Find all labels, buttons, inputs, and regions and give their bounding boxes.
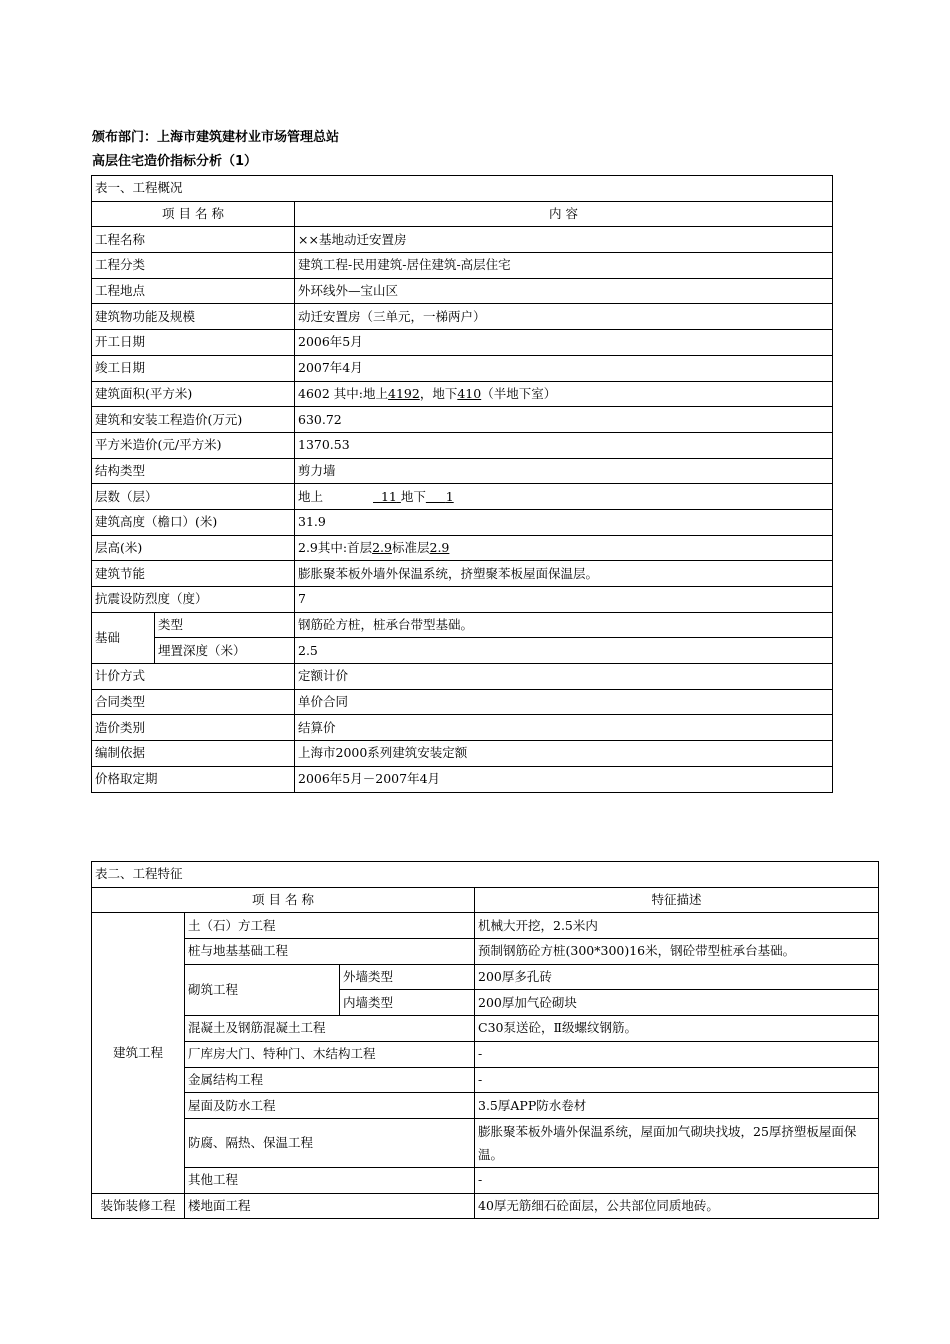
column-header-content: 内 容 xyxy=(295,201,833,227)
area-post: （半地下室） xyxy=(481,385,557,401)
table-row xyxy=(92,587,833,613)
project-features-table xyxy=(91,861,879,1219)
row-label: 建筑面积(平方米) xyxy=(92,381,295,407)
row-value: 结算价 xyxy=(295,715,833,741)
table-row xyxy=(92,330,833,356)
table-row xyxy=(92,1041,879,1067)
row-label: 编制依据 xyxy=(92,741,295,767)
row-value: 2006年5月 xyxy=(295,330,833,356)
row-label: 层高(米) xyxy=(92,535,295,561)
row-label: 抗震设防烈度（度） xyxy=(92,587,295,613)
table-row xyxy=(92,766,833,792)
row-value: 2007年4月 xyxy=(295,355,833,381)
table-row xyxy=(92,561,833,587)
table-row xyxy=(92,509,833,535)
row-value: 外环线外—宝山区 xyxy=(295,278,833,304)
project-overview-table xyxy=(91,175,833,793)
column-header-description: 特征描述 xyxy=(475,887,879,913)
row-label: 计价方式 xyxy=(92,664,295,690)
inner-wall-value: 200厚加气砼砌块 xyxy=(475,990,879,1016)
row-label: 金属结构工程 xyxy=(185,1067,475,1093)
table-row xyxy=(92,1067,879,1093)
group-label-decoration-works: 装饰装修工程 xyxy=(92,1193,185,1219)
publisher-line: 颁布部门：上海市建筑建材业市场管理总站 xyxy=(92,130,340,145)
row-label: 造价类别 xyxy=(92,715,295,741)
row-label: 厂库房大门、特种门、木结构工程 xyxy=(185,1041,475,1067)
row-label: 防腐、隔热、保温工程 xyxy=(185,1118,475,1167)
table-row xyxy=(92,1016,879,1042)
table-header-row xyxy=(92,887,879,913)
row-value: ××基地动迁安置房 xyxy=(295,227,833,253)
row-value: 动迁安置房（三单元，一梯两户） xyxy=(295,304,833,330)
table-header-row xyxy=(92,201,833,227)
table-row xyxy=(92,939,879,965)
row-value: 40厚无筋细石砼面层，公共部位同质地砖。 xyxy=(475,1193,879,1219)
table-row xyxy=(92,535,833,561)
table-row xyxy=(92,1193,879,1219)
table-row xyxy=(92,304,833,330)
row-label: 屋面及防水工程 xyxy=(185,1093,475,1119)
table-caption: 表二、工程特征 xyxy=(92,862,879,888)
row-value: 单价合同 xyxy=(295,689,833,715)
row-value: 定额计价 xyxy=(295,664,833,690)
row-label: 土（石）方工程 xyxy=(185,913,475,939)
inner-wall-label: 内墙类型 xyxy=(340,990,475,1016)
table-row xyxy=(92,253,833,279)
row-label: 楼地面工程 xyxy=(185,1193,475,1219)
table-row xyxy=(92,1093,879,1119)
row-label: 工程分类 xyxy=(92,253,295,279)
outer-wall-value: 200厚多孔砖 xyxy=(475,964,879,990)
foundation-type-value: 钢筋砼方桩，桩承台带型基础。 xyxy=(295,612,833,638)
row-value: - xyxy=(475,1167,879,1193)
row-value: 3.5厚APP防水卷材 xyxy=(475,1093,879,1119)
row-value: 预制钢筋砼方桩(300*300)16米，钢砼带型桩承台基础。 xyxy=(475,939,879,965)
table-row xyxy=(92,913,879,939)
table-row xyxy=(92,227,833,253)
area-mid: ，地下 xyxy=(419,385,458,401)
document-title: 高层住宅造价指标分析（1） xyxy=(92,154,258,169)
table-row xyxy=(92,964,879,990)
table-caption-row xyxy=(92,862,879,888)
table-row xyxy=(92,407,833,433)
row-label: 开工日期 xyxy=(92,330,295,356)
table-caption-row xyxy=(92,176,833,202)
row-label: 价格取定期 xyxy=(92,766,295,792)
row-value: 上海市2000系列建筑安装定额 xyxy=(295,741,833,767)
row-value: 1370.53 xyxy=(295,432,833,458)
table-caption: 表一、工程概况 xyxy=(92,176,833,202)
table-row xyxy=(92,715,833,741)
column-header-item: 项 目 名 称 xyxy=(92,201,295,227)
area-below-ground: 410 xyxy=(457,385,482,401)
row-label: 建筑高度（檐口）(米) xyxy=(92,509,295,535)
table-row xyxy=(92,278,833,304)
table-row xyxy=(92,664,833,690)
building-area-value xyxy=(295,381,833,407)
row-label: 其他工程 xyxy=(185,1167,475,1193)
table-row xyxy=(92,689,833,715)
table-row xyxy=(92,741,833,767)
row-value: 7 xyxy=(295,587,833,613)
column-header-item: 项 目 名 称 xyxy=(92,887,475,913)
row-label: 混凝土及钢筋混凝土工程 xyxy=(185,1016,475,1042)
floors-value xyxy=(295,484,833,510)
row-value: 630.72 xyxy=(295,407,833,433)
row-value: 膨胀聚苯板外墙外保温系统，屋面加气砌块找坡，25厚挤塑板屋面保温。 xyxy=(475,1118,879,1167)
floors-below-label: 地下 xyxy=(400,488,426,504)
table-row xyxy=(92,484,833,510)
row-value: 建筑工程-民用建筑-居住建筑-高层住宅 xyxy=(295,253,833,279)
area-above-ground: 4192 xyxy=(388,385,420,401)
floors-below xyxy=(426,489,454,504)
storey-standard: 2.9 xyxy=(429,539,450,555)
foundation-type-label: 类型 xyxy=(155,612,295,638)
floors-above-label: 地上 xyxy=(298,488,324,504)
storey-height-value xyxy=(295,535,833,561)
row-value: 31.9 xyxy=(295,509,833,535)
storey-mid: 标准层 xyxy=(391,539,430,555)
outer-wall-label: 外墙类型 xyxy=(340,964,475,990)
row-label: 平方米造价(元/平方米) xyxy=(92,432,295,458)
storey-first: 2.9 xyxy=(372,539,392,555)
floors-below-number: 1 xyxy=(445,488,454,504)
area-pre: 4602 其中:地上 xyxy=(298,385,388,401)
row-value: 2006年5月－2007年4月 xyxy=(295,766,833,792)
foundation-depth-label: 埋置深度（米） xyxy=(155,638,295,664)
row-label: 工程地点 xyxy=(92,278,295,304)
row-label: 层数（层） xyxy=(92,484,295,510)
row-label: 建筑物功能及规模 xyxy=(92,304,295,330)
table-row xyxy=(92,612,833,638)
row-label: 合同类型 xyxy=(92,689,295,715)
table-row xyxy=(92,355,833,381)
row-value: 剪力墙 xyxy=(295,458,833,484)
row-value: - xyxy=(475,1041,879,1067)
row-value: 膨胀聚苯板外墙外保温系统，挤塑聚苯板屋面保温层。 xyxy=(295,561,833,587)
row-value: C30泵送砼，Ⅱ级螺纹钢筋。 xyxy=(475,1016,879,1042)
floors-above-number: 11 xyxy=(380,488,397,504)
table-row xyxy=(92,1118,879,1167)
row-value: 机械大开挖，2.5米内 xyxy=(475,913,879,939)
table-row xyxy=(92,381,833,407)
masonry-label: 砌筑工程 xyxy=(185,964,340,1015)
row-label: 工程名称 xyxy=(92,227,295,253)
foundation-depth-value: 2.5 xyxy=(295,638,833,664)
row-label: 桩与地基基础工程 xyxy=(185,939,475,965)
row-value: - xyxy=(475,1067,879,1093)
storey-pre: 2.9其中:首层 xyxy=(298,539,373,555)
table-row xyxy=(92,638,833,664)
row-label: 建筑和安装工程造价(万元) xyxy=(92,407,295,433)
foundation-label: 基础 xyxy=(92,612,155,663)
row-label: 结构类型 xyxy=(92,458,295,484)
group-label-building-works: 建筑工程 xyxy=(92,913,185,1193)
row-label: 竣工日期 xyxy=(92,355,295,381)
table-row xyxy=(92,432,833,458)
table-row xyxy=(92,458,833,484)
floors-above xyxy=(373,489,401,504)
table-row xyxy=(92,1167,879,1193)
row-label: 建筑节能 xyxy=(92,561,295,587)
